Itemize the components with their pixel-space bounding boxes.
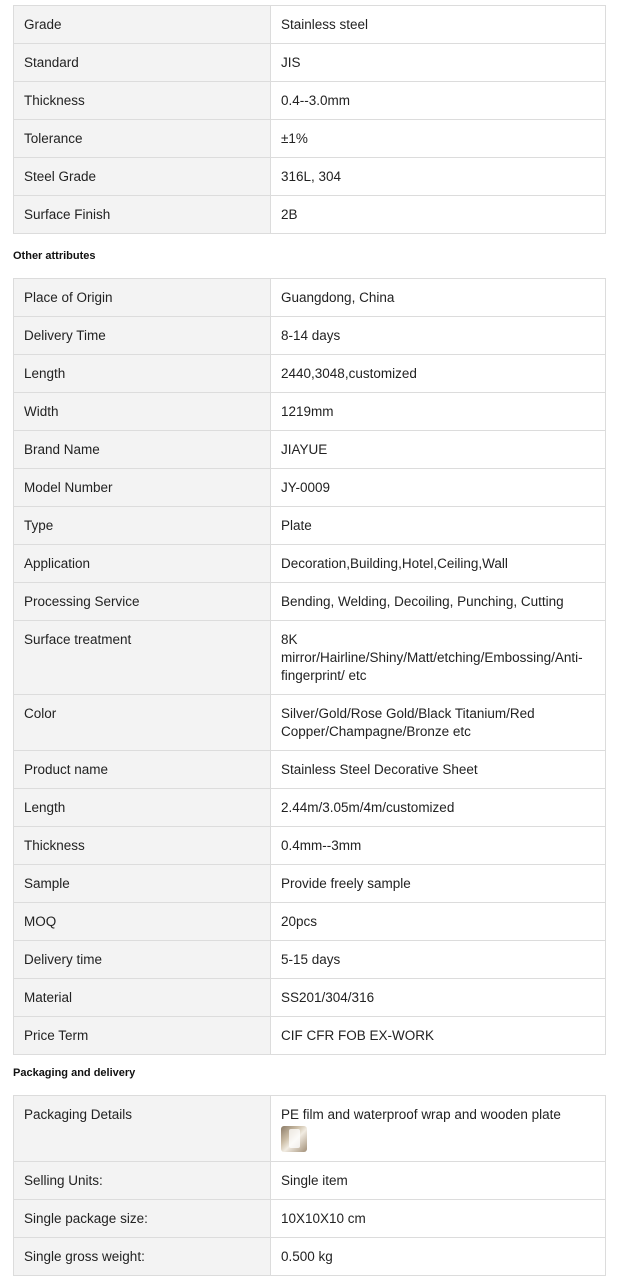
attr-label: Surface treatment: [14, 621, 271, 695]
table-row: [14, 279, 606, 317]
attr-label: Single gross weight:: [14, 1238, 271, 1276]
attr-label: Processing Service: [14, 583, 271, 621]
key-attributes-section: [13, 5, 606, 234]
table-row: [14, 317, 606, 355]
table-row: [14, 1017, 606, 1055]
attr-value: Provide freely sample: [271, 865, 606, 903]
attr-value: Guangdong, China: [271, 279, 606, 317]
attr-value: CIF CFR FOB EX-WORK: [271, 1017, 606, 1055]
table-row: [14, 355, 606, 393]
table-row: [14, 545, 606, 583]
attr-value: JY-0009: [271, 469, 606, 507]
attr-label: Model Number: [14, 469, 271, 507]
attr-value: 2B: [271, 196, 606, 234]
table-row: [14, 941, 606, 979]
table-row: [14, 44, 606, 82]
table-row: [14, 789, 606, 827]
table-row: [14, 1162, 606, 1200]
attr-value: 20pcs: [271, 903, 606, 941]
table-row: [14, 507, 606, 545]
attr-value: SS201/304/316: [271, 979, 606, 1017]
attr-value: Decoration,Building,Hotel,Ceiling,Wall: [271, 545, 606, 583]
attr-label: Grade: [14, 6, 271, 44]
attr-label: Steel Grade: [14, 158, 271, 196]
table-row: [14, 695, 606, 751]
other-attributes-table: [13, 278, 606, 1055]
packaging-table: [13, 1095, 606, 1276]
attr-value: Plate: [271, 507, 606, 545]
attr-value: 8K mirror/Hairline/Shiny/Matt/etching/Embossing/Anti-fingerprint/ etc: [271, 621, 606, 695]
table-row: [14, 865, 606, 903]
key-attributes-table: [13, 5, 606, 234]
attr-value: 8-14 days: [271, 317, 606, 355]
table-row: [14, 1200, 606, 1238]
table-row: [14, 82, 606, 120]
table-row: [14, 621, 606, 695]
attr-value: PE film and waterproof wrap and wooden plate: [281, 1106, 561, 1122]
attr-value: 2440,3048,customized: [271, 355, 606, 393]
attr-value-cell: [271, 1096, 606, 1162]
attr-value: Stainless Steel Decorative Sheet: [271, 751, 606, 789]
packaging-title: Packaging and delivery: [13, 1067, 136, 1079]
attr-value: 0.4--3.0mm: [271, 82, 606, 120]
attr-value: 316L, 304: [271, 158, 606, 196]
attr-label: Single package size:: [14, 1200, 271, 1238]
attr-value: Silver/Gold/Rose Gold/Black Titanium/Red Copper/Champagne/Bronze etc: [271, 695, 606, 751]
attr-value: 1219mm: [271, 393, 606, 431]
table-row: [14, 196, 606, 234]
attr-label: Surface Finish: [14, 196, 271, 234]
packaging-section: [13, 1095, 606, 1276]
table-row: [14, 1238, 606, 1276]
table-row: [14, 979, 606, 1017]
attr-label: Material: [14, 979, 271, 1017]
table-row: [14, 393, 606, 431]
table-row: [14, 583, 606, 621]
attr-label: Standard: [14, 44, 271, 82]
attr-label: Color: [14, 695, 271, 751]
other-attributes-section: [13, 278, 606, 1055]
table-row: [14, 903, 606, 941]
attr-label: Length: [14, 355, 271, 393]
attr-value: Single item: [271, 1162, 606, 1200]
attr-label: Selling Units:: [14, 1162, 271, 1200]
attr-label: Width: [14, 393, 271, 431]
attr-label: Length: [14, 789, 271, 827]
table-row: [14, 6, 606, 44]
attr-label: Type: [14, 507, 271, 545]
attr-label: Place of Origin: [14, 279, 271, 317]
attr-value: 2.44m/3.05m/4m/customized: [271, 789, 606, 827]
attr-label: Brand Name: [14, 431, 271, 469]
attr-value: 0.500 kg: [271, 1238, 606, 1276]
attr-value: 10X10X10 cm: [271, 1200, 606, 1238]
table-row: [14, 469, 606, 507]
packaging-image-thumbnail[interactable]: [281, 1126, 307, 1152]
table-row: [14, 120, 606, 158]
other-attributes-title: Other attributes: [13, 250, 96, 262]
attr-value: ±1%: [271, 120, 606, 158]
attr-label: Sample: [14, 865, 271, 903]
attr-label: Price Term: [14, 1017, 271, 1055]
attr-label: Delivery Time: [14, 317, 271, 355]
attr-label: Thickness: [14, 827, 271, 865]
attr-label: Application: [14, 545, 271, 583]
attr-value: JIS: [271, 44, 606, 82]
attr-value: Stainless steel: [271, 6, 606, 44]
attr-label: Packaging Details: [14, 1096, 271, 1162]
attr-value: 5-15 days: [271, 941, 606, 979]
attr-value: 0.4mm--3mm: [271, 827, 606, 865]
table-row: [14, 827, 606, 865]
attr-label: Delivery time: [14, 941, 271, 979]
table-row: [14, 1096, 606, 1162]
table-row: [14, 158, 606, 196]
attr-label: Product name: [14, 751, 271, 789]
attr-label: Thickness: [14, 82, 271, 120]
attr-value: Bending, Welding, Decoiling, Punching, Cutting: [271, 583, 606, 621]
attr-label: Tolerance: [14, 120, 271, 158]
table-row: [14, 431, 606, 469]
attr-label: MOQ: [14, 903, 271, 941]
attr-value: JIAYUE: [271, 431, 606, 469]
table-row: [14, 751, 606, 789]
